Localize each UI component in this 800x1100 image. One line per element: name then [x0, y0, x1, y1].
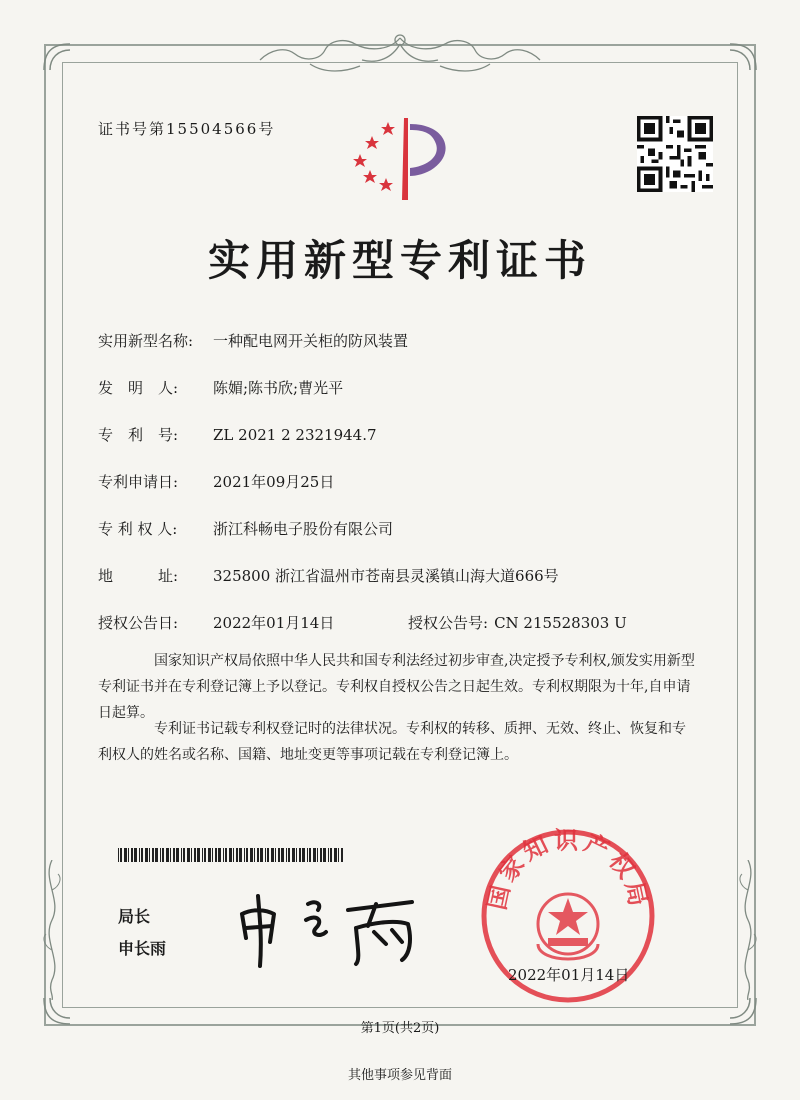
- footer-note: 其他事项参见背面: [347, 1068, 452, 1083]
- cnipa-logo-icon: [336, 112, 466, 202]
- signatory-role: 局长: [118, 907, 151, 926]
- seal-date: 2022年01月14日: [508, 966, 630, 984]
- field-row-utility-model-name: [98, 330, 408, 351]
- barcode-icon: [118, 848, 344, 862]
- handwritten-signature-icon: [236, 880, 426, 970]
- signatory-name: 申长雨: [118, 939, 167, 958]
- field-value: 陈媚;陈书欣;曹光平: [213, 379, 344, 397]
- corner-ornament-icon: [40, 40, 74, 74]
- corner-ornament-icon: [726, 40, 760, 74]
- field-label: 地 址:: [98, 567, 179, 585]
- grant-number-label: 授权公告号:: [408, 614, 489, 632]
- field-label: 专 利 号:: [98, 426, 179, 444]
- field-row-patentee: [98, 518, 393, 539]
- qr-code-icon: [637, 116, 713, 192]
- field-value: 325800 浙江省温州市苍南县灵溪镇山海大道666号: [213, 567, 559, 585]
- grant-date-value: 2022年01月14日: [213, 614, 335, 632]
- field-label: 专 利 权 人:: [98, 520, 178, 538]
- page-info: 第1页(共2页): [360, 1021, 440, 1036]
- field-row-application-date: [98, 471, 334, 492]
- field-label: 发 明 人:: [98, 379, 179, 397]
- field-value: 一种配电网开关柜的防风装置: [213, 332, 409, 350]
- statement-paragraph: 专利证书记载专利权登记时的法律状况。专利权的转移、质押、无效、终止、恢复和专利权人的姓名或名称、国籍、地址变更等事项记载在专利登记簿上。: [98, 721, 686, 763]
- field-value: ZL 2021 2 2321944.7: [213, 426, 377, 444]
- field-row-patent-number: [98, 424, 377, 445]
- grant-number-value: CN 215528303 U: [494, 614, 627, 632]
- field-row-grant: [98, 612, 627, 633]
- side-vine-ornament-icon: [736, 860, 760, 1000]
- field-label: 实用新型名称:: [98, 332, 194, 350]
- field-row-inventors: [98, 377, 343, 398]
- svg-text:国家知识产权局: 国家知识产权局: [482, 826, 654, 913]
- field-row-address: [98, 565, 559, 586]
- side-vine-ornament-icon: [40, 860, 64, 1000]
- certificate-number: 证书号第15504566号: [98, 120, 276, 138]
- field-value: 浙江科畅电子股份有限公司: [213, 520, 394, 538]
- field-value: 2021年09月25日: [213, 473, 335, 491]
- field-label: 专利申请日:: [98, 473, 179, 491]
- grant-date-label: 授权公告日:: [98, 614, 179, 632]
- certificate-title: 实用新型专利证书: [207, 236, 592, 285]
- top-ornament-icon: [250, 30, 550, 80]
- statement-paragraph: 国家知识产权局依照中华人民共和国专利法经过初步审查,决定授予专利权,颁发实用新型专利证书并在专利登记簿上予以登记。专利权自授权公告之日起生效。专利权期限为十年,自申请日起算。: [98, 653, 695, 721]
